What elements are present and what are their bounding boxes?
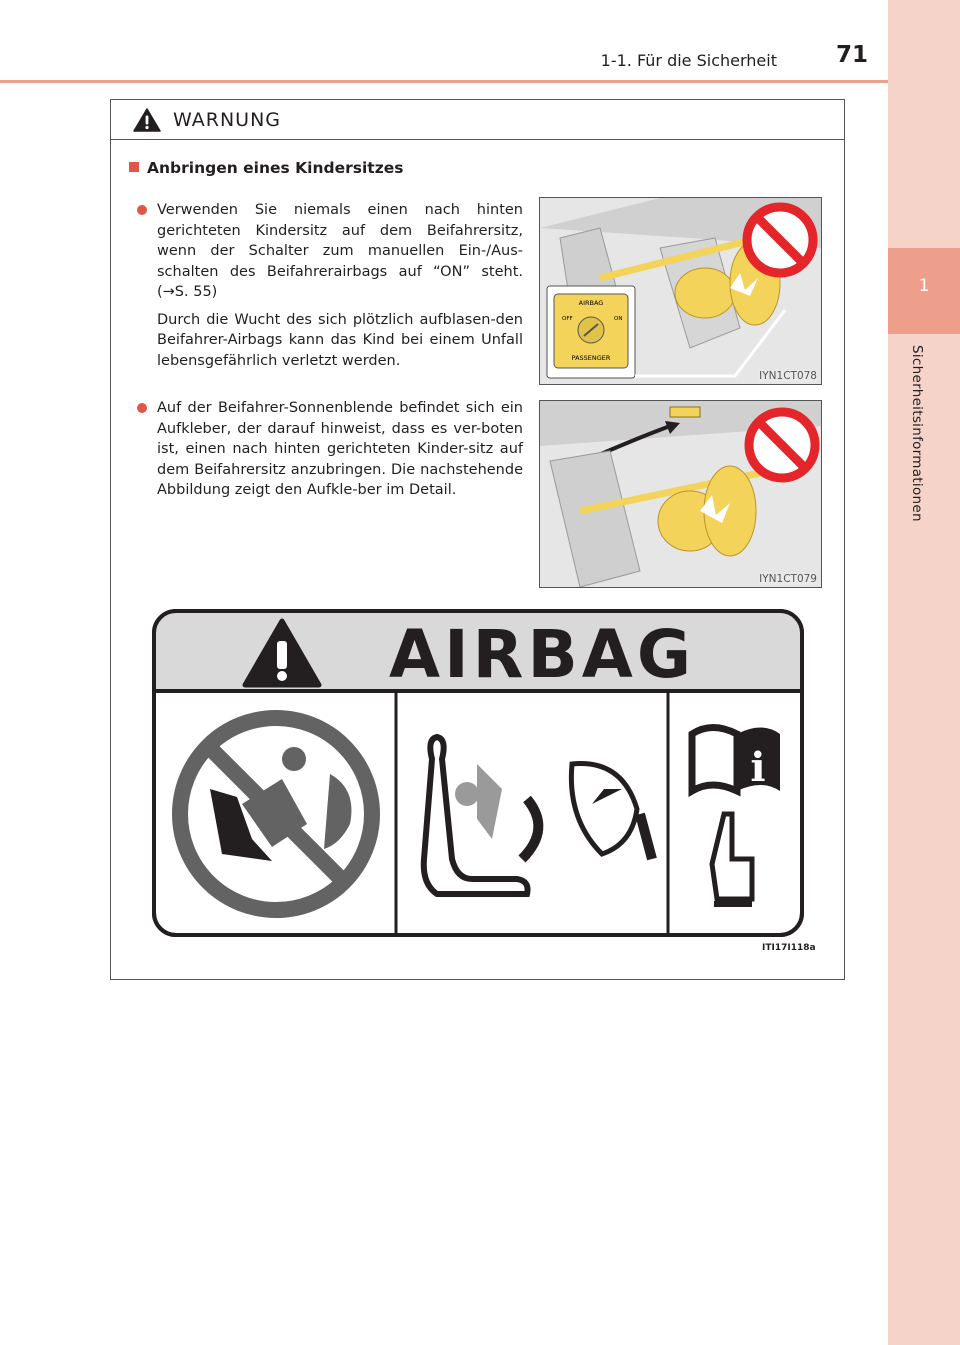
figure-code: ITI17I118a: [762, 943, 816, 953]
item-1-text-2: Durch die Wucht des sich plötzlich aufblasen-den Beifahrer-Airbags kann das Kind bei einem Unfall lebensgefährlich verletzt werden.: [157, 311, 523, 369]
illustration-2-code: IYN1CT079: [759, 573, 817, 585]
illustration-2: [539, 400, 822, 588]
car-seat-airbag-illustration: [540, 198, 821, 384]
switch-on-label: ON: [614, 316, 623, 322]
section-title: 1-1. Für die Sicherheit: [600, 51, 777, 70]
item-1-text: Verwenden Sie niemals einen nach hinten gerichteten Kindersitz auf dem Beifahrersitz, wenn der Schalter zum manuellen Ein-/Aus-schalten des Beifahrerairbags auf “ON” steht. (→S. 55): [157, 202, 523, 300]
round-bullet-icon: [137, 403, 147, 413]
illustration-1: [539, 197, 822, 385]
chapter-label: Sicherheitsinformationen: [909, 345, 925, 522]
airbag-warning-label: [152, 609, 804, 937]
header-rule: [0, 80, 888, 83]
round-bullet-icon: [137, 205, 147, 215]
prohibition-icon: [747, 207, 813, 273]
info-book-icon: [692, 728, 780, 792]
switch-bottom-label: PASSENGER: [571, 354, 611, 362]
switch-off-label: OFF: [562, 316, 573, 322]
warning-header: [111, 100, 844, 140]
section-heading: Anbringen eines Kindersitzes: [129, 159, 403, 177]
warning-title: WARNUNG: [173, 109, 282, 131]
svg-text:i: i: [750, 744, 766, 791]
side-tab-strip: [888, 0, 960, 1345]
prohibition-icon: [180, 718, 372, 910]
sunvisor-airbag-illustration: [540, 401, 821, 587]
chapter-number: 1: [918, 276, 930, 296]
square-bullet-icon: [129, 162, 139, 172]
switch-top-label: AIRBAG: [578, 299, 604, 307]
airbag-label-text: AIRBAG: [388, 616, 696, 693]
illustration-1-code: IYN1CT078: [759, 370, 817, 382]
item-2-text: Auf der Beifahrer-Sonnenblende befindet sich ein Aufkleber, der darauf hinweist, dass es ver-boten ist, einen nach hinten gerichteten Kinder-sitz auf dem Beifahrersitz anzubringen. Die nachstehende Abbildung zeigt den Aufkle-ber im Detail.: [157, 400, 523, 498]
prohibition-icon: [749, 412, 815, 478]
page-number: 71: [835, 42, 868, 68]
warning-triangle-icon: [133, 108, 161, 132]
warning-item-2: [137, 398, 523, 508]
warning-item-1: [137, 200, 523, 378]
